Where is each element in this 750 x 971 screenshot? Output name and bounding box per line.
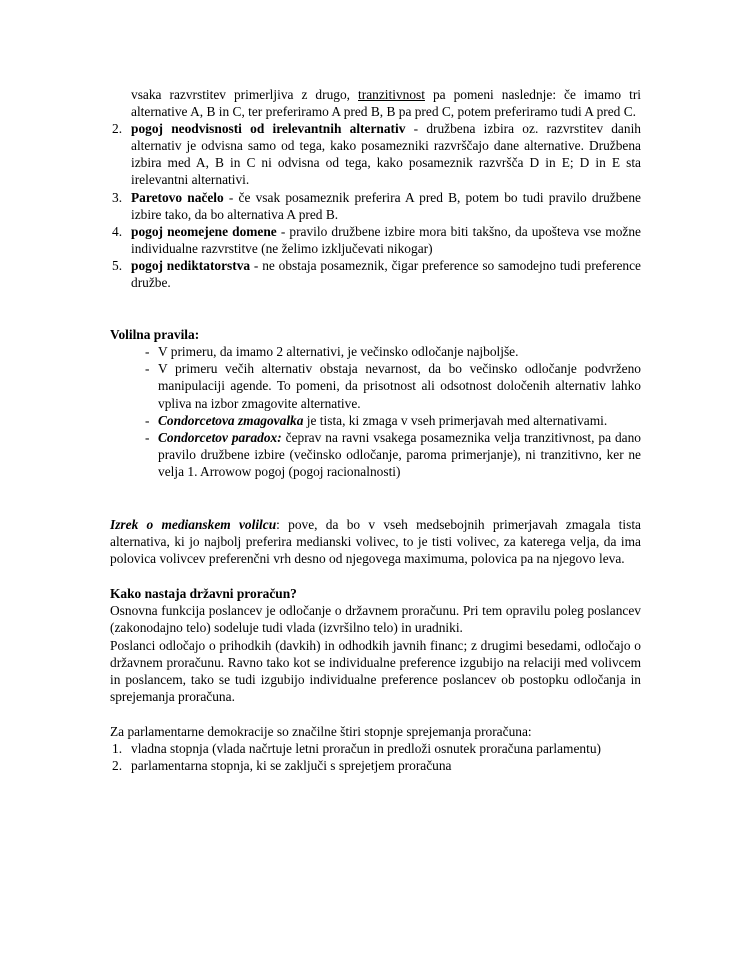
list-item <box>110 740 641 757</box>
voting-rules-heading: Volilna pravila: <box>110 327 200 343</box>
list-item-text: V primeru, da imamo 2 alternativi, je večinsko odločanje najboljše. <box>158 344 519 360</box>
arrow-conditions-list <box>110 120 641 291</box>
dash-bullet-icon: - <box>145 429 150 445</box>
intro-pre-underline-text: vsaka razvrstitev primerljiva z drugo, <box>131 87 359 102</box>
dash-bullet-icon: - <box>145 361 150 377</box>
median-voter-text: : pove, da bo v vseh medsebojnih primerjavah zmagala tista alternativa, ki jo najbolj preferira medianski volivec, to je tisti volivec, za katerega velja, da ima polovica volivcev preferenčni vrh desno od njegovega maximuma, polovica pa na njegovo leva. <box>110 516 641 567</box>
dash-bullet-icon: - <box>145 344 150 360</box>
list-item-bold-term: pogoj neomejene domene <box>131 223 277 239</box>
list-item <box>110 189 641 223</box>
list-item-number: 1. <box>112 741 123 756</box>
list-item-text: - če vsak posameznik preferira A pred B, potem bo tudi pravilo družbene izbire tako, da bo alternativa A pred B. <box>131 189 641 222</box>
section-gap <box>110 480 641 516</box>
list-item-bold-term: Paretovo načelo <box>131 189 224 205</box>
median-voter-term: Izrek o medianskem volilcu <box>110 516 277 532</box>
list-item-text: V primeru večih alternativ obstaja nevarnost, da bo večinsko odločanje podvrženo manipulaciji agende. To pomeni, da prisotnost ali odsotnost določenih alternativ lahko vpliva na izbor zmagovite alternative. <box>158 361 641 411</box>
list-item-text: čeprav na ravni vsakega posameznika velja tranzitivnost, pa dano pravilo družbene izbire (večinsko odločanje, paroma primerjanje), ni tranzitivno, ker ne velja 1. Arrowow pogoj (pogoj racionalnosti) <box>158 429 641 479</box>
median-voter-paragraph <box>110 516 641 567</box>
section-gap <box>110 567 641 585</box>
list-item <box>110 257 641 291</box>
list-item <box>110 757 641 774</box>
list-item-number: 3. <box>112 189 123 205</box>
list-item-text: je tista, ki zmaga v vseh primerjavah med alternativami. <box>303 412 608 428</box>
section-gap <box>110 705 641 723</box>
list-item <box>110 223 641 257</box>
document-body <box>110 86 641 774</box>
list-item-text: vladna stopnja (vlada načrtuje letni proračun in predloži osnutek proračuna parlamentu) <box>131 741 601 756</box>
list-item <box>145 412 641 429</box>
list-item-text: - ne obstaja posameznik, čigar preference so samodejno tudi preference družbe. <box>131 257 641 291</box>
list-item <box>145 360 641 411</box>
list-item-number: 2. <box>112 121 123 137</box>
list-item-number: 4. <box>112 223 123 239</box>
list-item <box>110 120 641 188</box>
list-item-bold-term: pogoj neodvisnosti od irelevantnih alternativ <box>131 121 406 137</box>
budget-paragraph-2: Poslanci odločajo o prihodkih (davkih) in odhodkih javnih financ; z drugimi besedami, odločajo o državnem proračunu. Ravno tako kot se individualne preference izgubijo na relaciji med volivcem in poslancem, tako se tudi izgubijo individualne preference poslancev ob postopku odločanja in sprejemanja proračuna. <box>110 637 641 704</box>
list-item-emphasis-term: Condorcetova zmagovalka <box>158 412 304 428</box>
list-item-text: - družbena izbira oz. razvrstitev danih alternativ je odvisna samo od tega, kako posamezniki razvrščajo dane alternative. Družbena izbira med A, B in C ni odvisna od tega, kako posameznik razvršča D in E; D in E sta irelevantni alternativi. <box>131 121 641 188</box>
list-item-text: - pravilo družbene izbire mora biti takšno, da upošteva vse možne individualne razvrstitve (ne želimo izključevati nikogar) <box>131 223 642 256</box>
list-item-number: 2. <box>112 758 123 774</box>
budget-paragraph-1: Osnovna funkcija poslancev je odločanje o državnem proračunu. Pri tem opravilu poleg poslancev (zakonodajno telo) sodeluje tudi vlada (izvršilno telo) in uradniki. <box>110 603 641 636</box>
section-gap <box>110 291 641 326</box>
intro-continuation-paragraph <box>110 86 641 120</box>
list-item-number: 5. <box>112 257 123 273</box>
list-item-emphasis-term: Condorcetov paradox: <box>158 429 282 445</box>
list-item-text: parlamentarna stopnja, ki se zaključi s sprejetjem proračuna <box>131 758 452 774</box>
budget-stages-intro: Za parlamentarne demokracije so značilne štiri stopnje sprejemanja proračuna: <box>110 723 532 739</box>
budget-stages-list <box>110 740 641 774</box>
budget-section-heading: Kako nastaja državni proračun? <box>110 586 297 602</box>
intro-post-underline-text: pa pomeni naslednje: če imamo tri alternative A, B in C, ter preferiramo A pred B, B pa pred C, potem preferiramo tudi A pred C. <box>131 87 642 120</box>
list-item-bold-term: pogoj nediktatorstva <box>131 257 251 273</box>
tranzitivnost-underlined-term: tranzitivnost <box>358 87 425 102</box>
list-item <box>145 429 641 480</box>
list-item <box>145 343 641 360</box>
voting-rules-list <box>110 343 641 480</box>
dash-bullet-icon: - <box>145 412 150 428</box>
